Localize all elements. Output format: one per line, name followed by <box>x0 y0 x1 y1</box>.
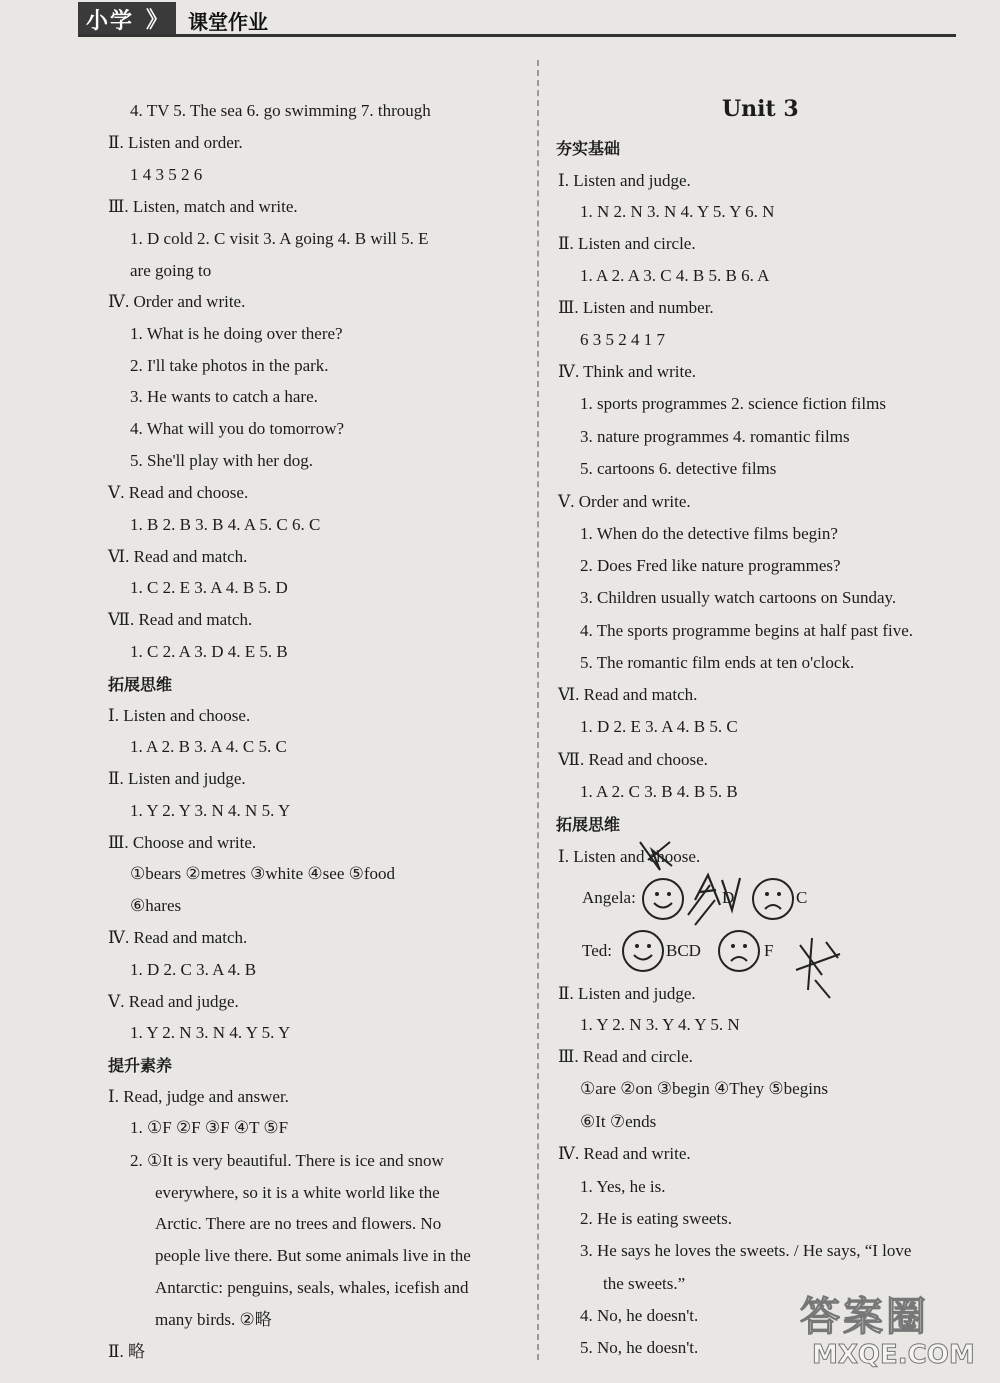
answer-line: everywhere, so it is a white world like the <box>155 1183 440 1202</box>
answer-line: 1. Yes, he is. <box>580 1177 666 1196</box>
answer-line: 4. TV 5. The sea 6. go swimming 7. through <box>130 101 431 120</box>
answer-line: Ⅲ. Choose and write. <box>108 833 257 852</box>
answer-line: Ⅳ. Read and write. <box>558 1144 691 1163</box>
answer-line: 3. He says he loves the sweets. / He says, “I love <box>580 1241 912 1260</box>
answer-line: Ⅲ. Listen and number. <box>558 298 714 317</box>
answer-line: 3. He wants to catch a hare. <box>130 387 318 406</box>
answer-line: Ⅵ. Read and match. <box>558 685 698 704</box>
answer-line: Ⅱ. 略 <box>108 1342 146 1361</box>
answer-line: 5. She'll play with her dog. <box>130 451 313 470</box>
answer-line: Ⅱ. Listen and circle. <box>558 234 696 253</box>
answer-line: ①bears ②metres ③white ④see ⑤food <box>130 864 396 883</box>
answer-line: D <box>722 888 735 907</box>
answer-line: many birds. ②略 <box>155 1310 272 1329</box>
answer-line: Ted: <box>582 941 612 960</box>
answer-line: Ⅱ. Listen and judge. <box>558 984 696 1003</box>
answer-line: 4. No, he doesn't. <box>580 1306 699 1325</box>
section-heading: 提升素养 <box>108 1056 173 1075</box>
answer-line: Ⅰ. Listen and choose. <box>558 847 701 866</box>
answer-line: C <box>796 888 808 907</box>
watermark-logo: 答案圈 <box>800 1294 929 1340</box>
answer-line: Ⅴ. Order and write. <box>558 492 691 511</box>
answer-line: Ⅴ. Read and judge. <box>108 992 239 1011</box>
answer-line: BCD <box>666 941 701 960</box>
answer-line: Ⅱ. Listen and order. <box>108 133 243 152</box>
answer-line: 6 3 5 2 4 1 7 <box>580 330 665 349</box>
column-divider <box>537 60 539 1360</box>
answer-line: 2. I'll take photos in the park. <box>130 356 329 375</box>
section-heading: 拓展思维 <box>108 675 173 694</box>
answer-line: 1. Y 2. N 3. Y 4. Y 5. N <box>580 1015 740 1034</box>
answer-line: 2. He is eating sweets. <box>580 1209 733 1228</box>
answer-line: Arctic. There are no trees and flowers. No <box>155 1214 442 1233</box>
header-rule <box>78 34 956 37</box>
handwriting-scribble <box>600 830 860 1000</box>
answer-line: Ⅴ. Read and choose. <box>108 483 249 502</box>
answer-line: Ⅰ. Read, judge and answer. <box>108 1087 289 1106</box>
answer-line: 1. D cold 2. C visit 3. A going 4. B will 5. E <box>130 229 429 248</box>
answer-line: Angela: <box>582 888 636 907</box>
answer-line: 1. Y 2. N 3. N 4. Y 5. Y <box>130 1023 291 1042</box>
section-heading: 拓展思维 <box>556 815 621 834</box>
answer-line: people live there. But some animals live in the <box>155 1246 471 1265</box>
answer-line: 1. C 2. A 3. D 4. E 5. B <box>130 642 288 661</box>
answer-line: Ⅰ. Listen and choose. <box>108 706 251 725</box>
answer-line: Ⅲ. Read and circle. <box>558 1047 693 1066</box>
answer-line: 1. C 2. E 3. A 4. B 5. D <box>130 578 288 597</box>
header-chevron-icon: 》 <box>146 8 169 33</box>
header-level: 小学 <box>86 9 135 34</box>
answer-line: are going to <box>130 261 212 280</box>
answer-line: Ⅶ. Read and choose. <box>558 750 708 769</box>
answer-line: Ⅳ. Order and write. <box>108 292 246 311</box>
answer-line: 3. Children usually watch cartoons on Sunday. <box>580 588 897 607</box>
answer-line: 1. A 2. B 3. A 4. C 5. C <box>130 737 287 756</box>
answer-line: 1. D 2. E 3. A 4. B 5. C <box>580 717 738 736</box>
header-title: 课堂作业 <box>188 10 268 34</box>
answer-line: Ⅳ. Read and match. <box>108 928 248 947</box>
section-heading: 夯实基础 <box>556 139 621 158</box>
answer-line: 1. A 2. C 3. B 4. B 5. B <box>580 782 738 801</box>
answer-line: 1. A 2. A 3. C 4. B 5. B 6. A <box>580 266 770 285</box>
answer-line: 1. ①F ②F ③F ④T ⑤F <box>130 1118 289 1137</box>
answer-line: 5. cartoons 6. detective films <box>580 459 777 478</box>
answer-line: Ⅲ. Listen, match and write. <box>108 197 298 216</box>
answer-line: 1 4 3 5 2 6 <box>130 165 203 184</box>
answer-line: 1. D 2. C 3. A 4. B <box>130 960 257 979</box>
answer-line: ⑥hares <box>130 896 182 915</box>
answer-line: 1. sports programmes 2. science fiction films <box>580 394 886 413</box>
answer-line: 2. ①It is very beautiful. There is ice and snow <box>130 1151 444 1170</box>
answer-line: 1. N 2. N 3. N 4. Y 5. Y 6. N <box>580 202 775 221</box>
answer-line: Ⅰ. Listen and judge. <box>558 171 691 190</box>
answer-line: Antarctic: penguins, seals, whales, icefish and <box>155 1278 469 1297</box>
answer-line: 1. When do the detective films begin? <box>580 524 838 543</box>
answer-line: 2. Does Fred like nature programmes? <box>580 556 841 575</box>
answer-line: 1. Y 2. Y 3. N 4. N 5. Y <box>130 801 291 820</box>
answer-line: 4. The sports programme begins at half past five. <box>580 621 913 640</box>
answer-line: 1. B 2. B 3. B 4. A 5. C 6. C <box>130 515 321 534</box>
answer-line: 5. No, he doesn't. <box>580 1338 699 1357</box>
answer-line: Ⅶ. Read and match. <box>108 610 253 629</box>
answer-line: ①are ②on ③begin ④They ⑤begins <box>580 1079 829 1098</box>
answer-line: ⑥It ⑦ends <box>580 1112 657 1131</box>
answer-line: the sweets.” <box>603 1274 686 1293</box>
answer-line: Ⅳ. Think and write. <box>558 362 697 381</box>
watermark-site: MXQE.COM <box>812 1340 975 1370</box>
answer-line: 3. nature programmes 4. romantic films <box>580 427 850 446</box>
answer-line: 5. The romantic film ends at ten o'clock. <box>580 653 855 672</box>
answer-line: Ⅱ. Listen and judge. <box>108 769 246 788</box>
answer-line: Ⅵ. Read and match. <box>108 547 248 566</box>
answer-line: F <box>764 941 774 960</box>
answer-line: 4. What will you do tomorrow? <box>130 419 345 438</box>
unit-title: Unit 3 <box>722 96 799 122</box>
answer-line: 1. What is he doing over there? <box>130 324 343 343</box>
